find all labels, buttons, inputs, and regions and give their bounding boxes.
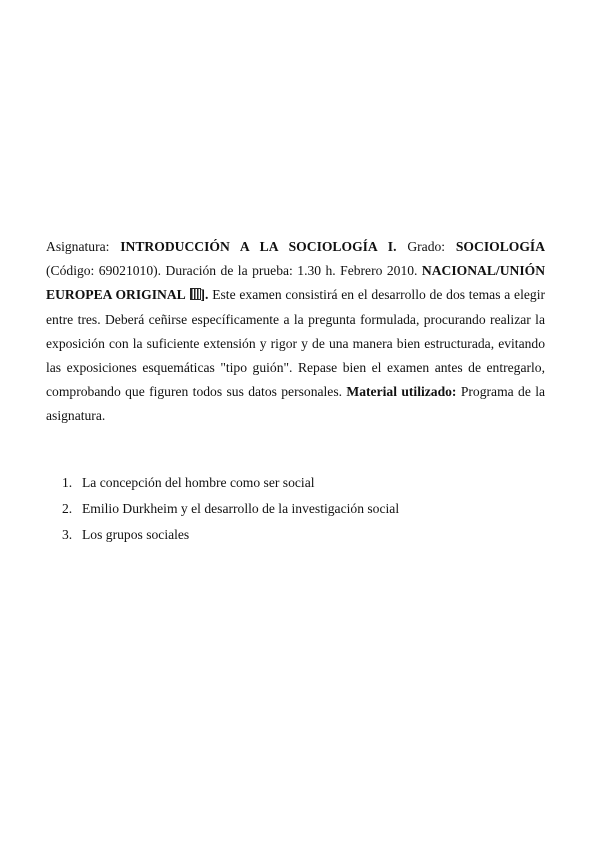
topic-item xyxy=(62,522,399,548)
topic-item xyxy=(62,470,399,496)
checkbox-icon xyxy=(190,288,201,300)
asignatura-label: Asignatura: xyxy=(46,239,110,254)
grado-label: Grado: xyxy=(407,239,446,254)
topic-text: Emilio Durkheim y el desarrollo de la investigación social xyxy=(82,501,400,516)
topic-text: La concepción del hombre como ser social xyxy=(82,475,315,490)
topic-text: Los grupos sociales xyxy=(82,527,190,542)
topic-list xyxy=(62,470,399,548)
degree-name: SOCIOLOGÍA xyxy=(455,239,546,254)
subject-name: INTRODUCCIÓN A LA SOCIOLOGÍA I. xyxy=(120,239,397,254)
topic-item xyxy=(62,496,399,522)
topic-number: 1. xyxy=(62,475,73,490)
code-and-duration: (Código: 69021010). Duración de la prueba: 1.30 h. Febrero 2010. xyxy=(46,263,418,279)
topic-number: 3. xyxy=(62,527,73,542)
exam-instructions: Este examen consistirá en el desarrollo de dos temas a elegir entre tres. Deberá ceñirse específicamente a la pregunta formulada, procurando realizar la exposición con la suficiente extensión y rigor y de una manera bien estructurada, evitando las exposiciones esquemáticas "tipo guión". Repase bien el examen antes de entregarlo, comprobando que figuren todos sus datos personales. xyxy=(46,287,546,400)
material-value: Programa de la asignatura. xyxy=(46,384,546,424)
topic-number: 2. xyxy=(62,501,73,516)
modality-mark: ]. xyxy=(190,287,209,302)
exam-header-paragraph xyxy=(46,235,545,429)
exam-modality: NACIONAL/UNIÓN EUROPEA ORIGINAL xyxy=(46,263,546,303)
material-label: Material utilizado: xyxy=(346,384,457,400)
